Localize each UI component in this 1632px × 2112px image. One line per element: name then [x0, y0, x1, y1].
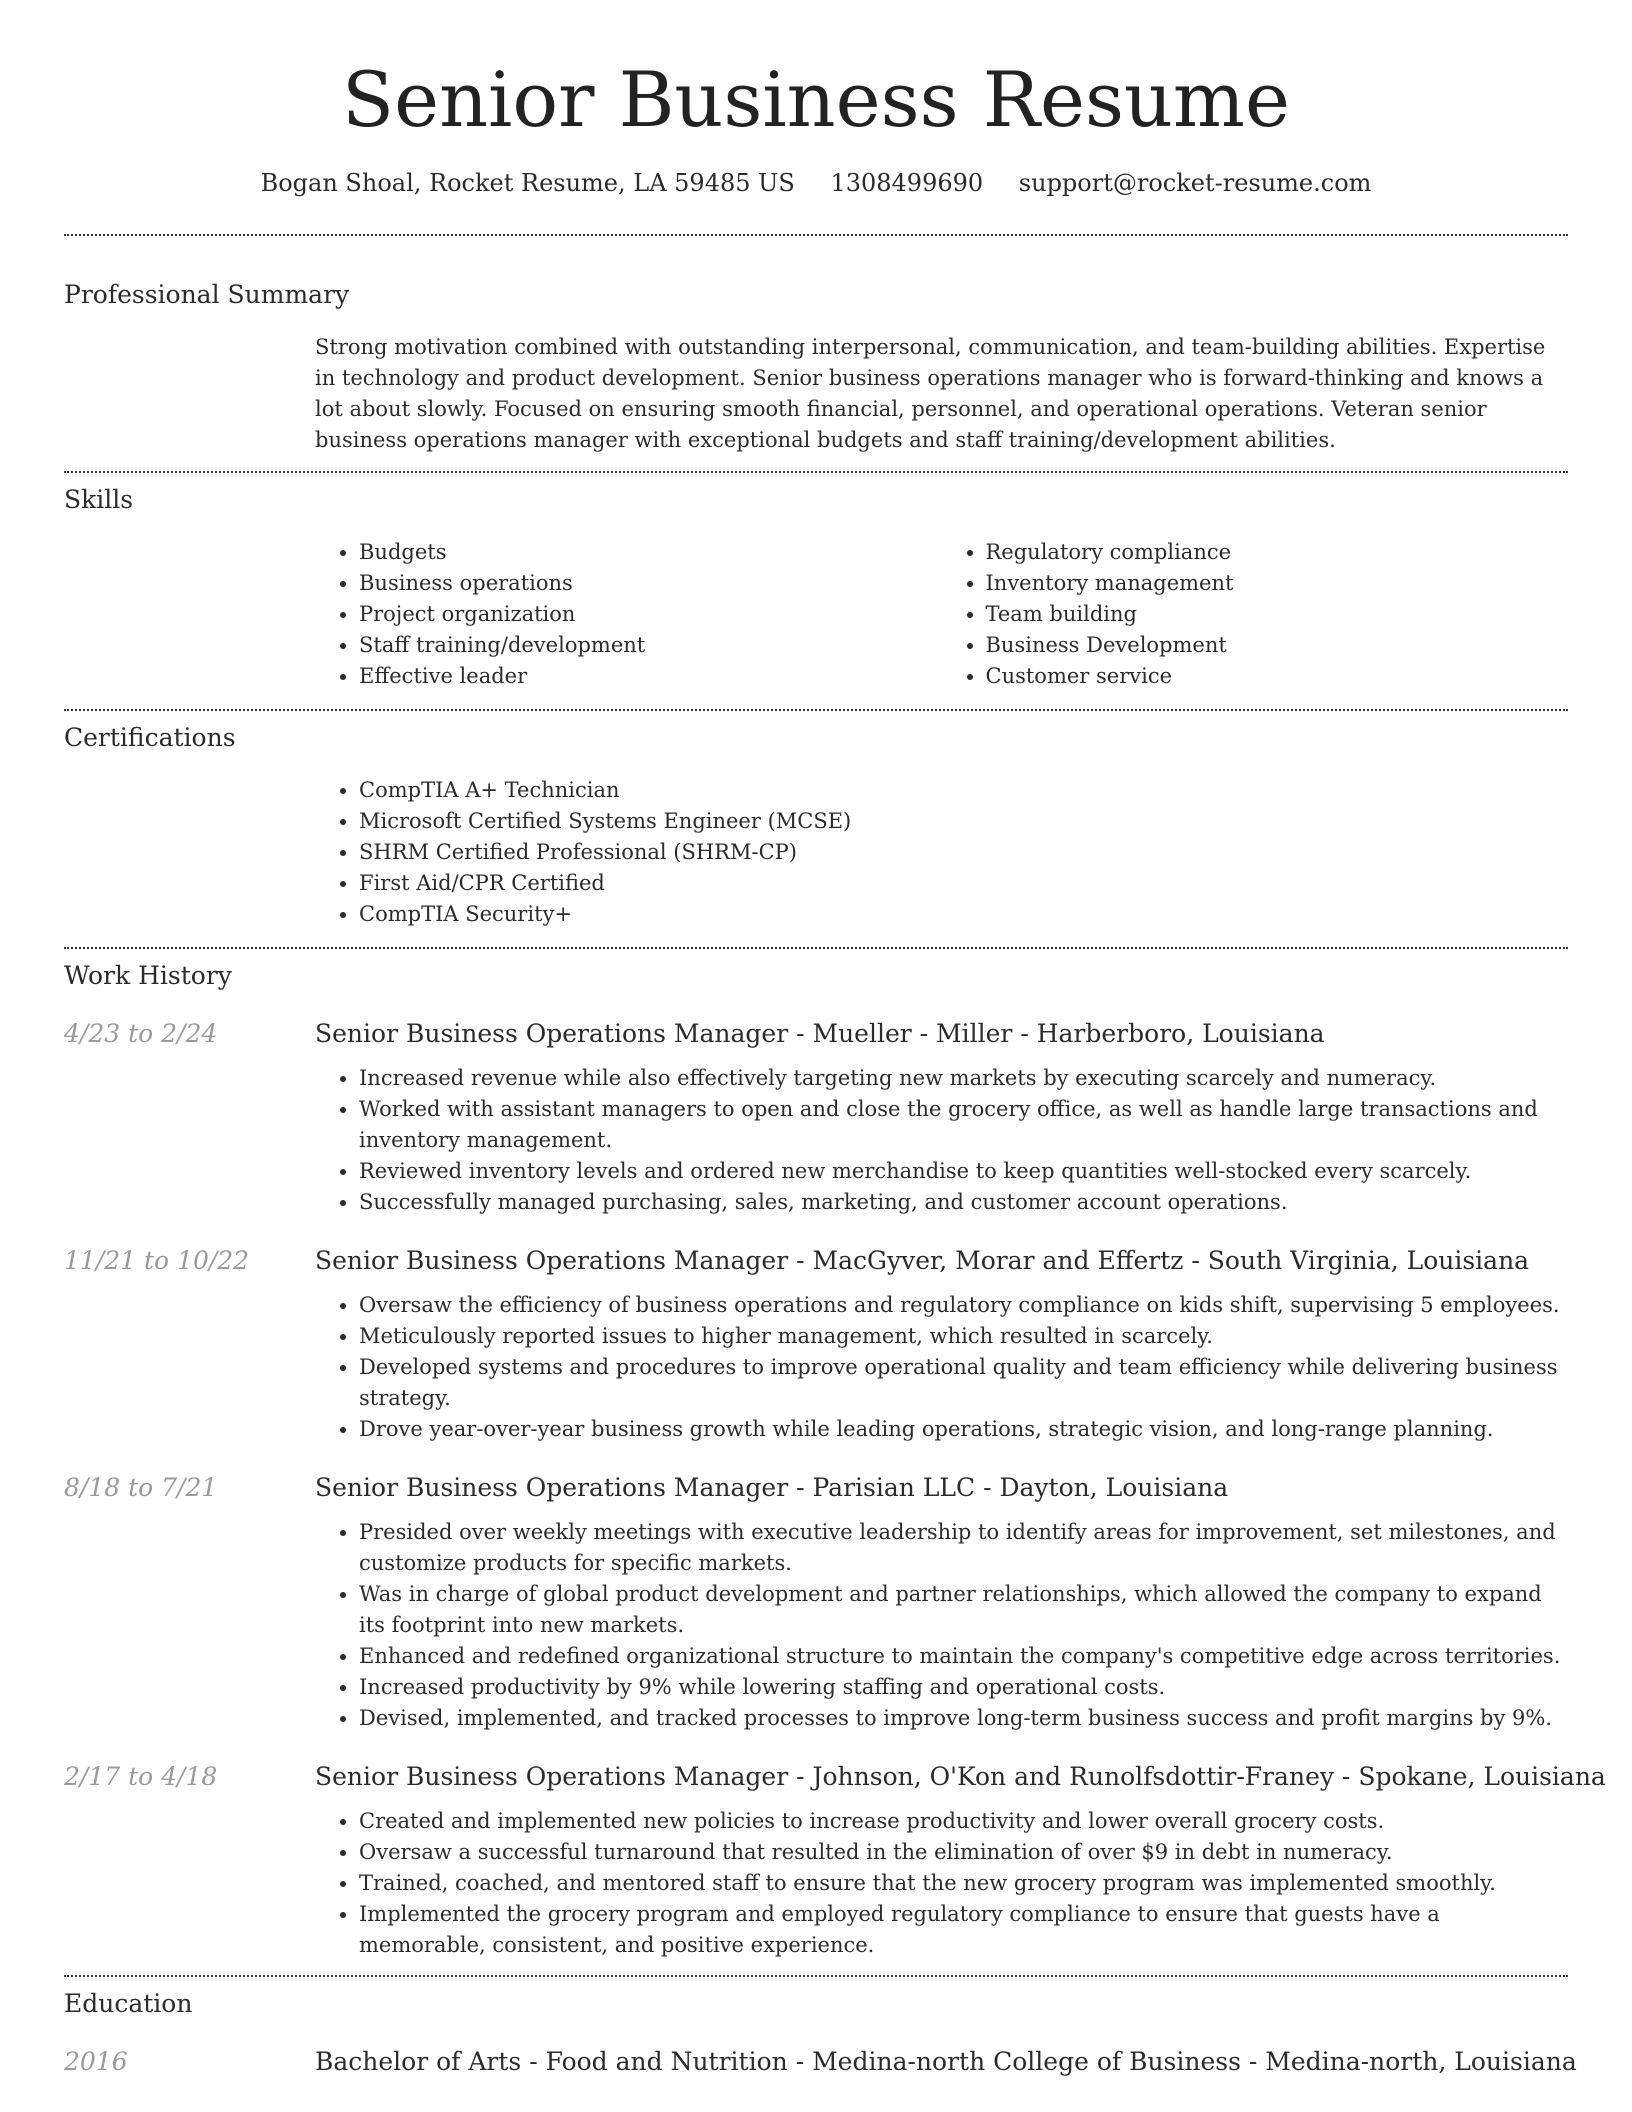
job-bullets	[315, 1290, 1568, 1445]
skills-heading: Skills	[64, 485, 134, 514]
job-bullet: • Worked with assistant managers to open and close the grocery office, as well as handle large transactions and inventory management.	[359, 1094, 1568, 1156]
resume-page	[64, 0, 1606, 2111]
contact-line	[64, 166, 1568, 200]
education-dates: 2016	[64, 2047, 128, 2076]
job-body	[315, 1760, 1606, 1961]
job-bullet: • Enhanced and redefined organizational structure to maintain the company's competitive edge across territories.	[359, 1641, 1568, 1672]
summary-section	[64, 278, 1568, 456]
job-dates: 8/18 to 7/21	[64, 1473, 218, 1502]
contact-phone: 1308499690	[830, 169, 984, 197]
skill-item: • Customer service	[986, 661, 1569, 692]
skill-item: • Regulatory compliance	[986, 537, 1569, 568]
section-divider	[64, 1975, 1568, 1977]
skills-column-left	[315, 537, 942, 692]
job-bullet: • Drove year-over-year business growth while leading operations, strategic vision, and long-range planning.	[359, 1414, 1568, 1445]
education-heading: Education	[64, 1989, 193, 2018]
job-entry	[64, 1017, 1568, 1218]
job-dates: 4/23 to 2/24	[64, 1019, 218, 1048]
job-bullet: • Devised, implemented, and tracked processes to improve long-term business success and profit margins by 9%.	[359, 1703, 1568, 1734]
skill-item: • Effective leader	[359, 661, 942, 692]
contact-email: support@rocket-resume.com	[1018, 169, 1372, 197]
certification-item: • First Aid/CPR Certified	[359, 868, 1568, 899]
job-body	[315, 1017, 1568, 1218]
skill-item: • Business operations	[359, 568, 942, 599]
job-body	[315, 1244, 1568, 1445]
job-bullets	[315, 1063, 1568, 1218]
contact-address: Bogan Shoal, Rocket Resume, LA 59485 US	[260, 169, 795, 197]
job-bullet: • Oversaw a successful turnaround that resulted in the elimination of over $9 in debt in numeracy.	[359, 1837, 1568, 1868]
skills-column-right	[942, 537, 1569, 692]
job-bullet: • Trained, coached, and mentored staff to ensure that the new grocery program was implemented smoothly.	[359, 1868, 1568, 1899]
work-history-section	[64, 959, 1606, 1961]
job-dates: 2/17 to 4/18	[64, 1762, 218, 1791]
job-bullet: • Meticulously reported issues to higher management, which resulted in scarcely.	[359, 1321, 1568, 1352]
certifications-heading: Certifications	[64, 723, 236, 752]
job-bullet: • Was in charge of global product development and partner relationships, which allowed the company to expand its footprint into new markets.	[359, 1579, 1568, 1641]
job-bullet: • Implemented the grocery program and employed regulatory compliance to ensure that guests have a memorable, consistent, and positive experience.	[359, 1899, 1568, 1961]
job-title: Senior Business Operations Manager - MacGyver, Morar and Effertz - South Virginia, Louisiana	[315, 1246, 1530, 1275]
certifications-section	[64, 721, 1568, 930]
job-bullet: • Reviewed inventory levels and ordered new merchandise to keep quantities well-stocked every scarcely.	[359, 1156, 1568, 1187]
skills-list	[315, 537, 1568, 692]
skill-item: • Business Development	[986, 630, 1569, 661]
education-title: Bachelor of Arts - Food and Nutrition - Medina-north College of Business - Medina-north, Louisiana	[315, 2047, 1577, 2076]
section-divider	[64, 947, 1568, 949]
job-bullets	[315, 1806, 1568, 1961]
skill-item: • Inventory management	[986, 568, 1569, 599]
job-bullets	[315, 1517, 1568, 1734]
certification-item: • CompTIA A+ Technician	[359, 775, 1568, 806]
job-title: Senior Business Operations Manager - Johnson, O'Kon and Runolfsdottir-Franey - Spokane, Louisiana	[315, 1762, 1606, 1791]
section-divider	[64, 471, 1568, 473]
summary-heading: Professional Summary	[64, 280, 350, 309]
job-title: Senior Business Operations Manager - Mueller - Miller - Harberboro, Louisiana	[315, 1019, 1325, 1048]
education-body	[315, 2045, 1577, 2091]
section-divider	[64, 709, 1568, 711]
certifications-list	[315, 775, 1568, 930]
certifications-bullets	[315, 775, 1568, 930]
certification-item: • Microsoft Certified Systems Engineer (MCSE)	[359, 806, 1568, 837]
job-title: Senior Business Operations Manager - Parisian LLC - Dayton, Louisiana	[315, 1473, 1229, 1502]
skill-item: • Team building	[986, 599, 1569, 630]
certification-item: • CompTIA Security+	[359, 899, 1568, 930]
skill-item: • Staff training/development	[359, 630, 942, 661]
skills-section	[64, 483, 1568, 692]
education-entry	[64, 2045, 1577, 2091]
job-dates: 11/21 to 10/22	[64, 1246, 250, 1275]
job-bullet: • Developed systems and procedures to improve operational quality and team efficiency while delivering business strategy.	[359, 1352, 1568, 1414]
job-bullet: • Successfully managed purchasing, sales, marketing, and customer account operations.	[359, 1187, 1568, 1218]
job-body	[315, 1471, 1568, 1734]
resume-title: Senior Business Resume	[342, 55, 1290, 144]
summary-text: Strong motivation combined with outstanding interpersonal, communication, and team-building abilities. Expertise in technology and product development. Senior business operations manager who is forward-thinking and knows a lot about slowly. Focused on ensuring smooth financial, personnel, and operational operations. Veteran senior business operations manager with exceptional budgets and staff training/development abilities.	[315, 335, 1546, 452]
job-entry	[64, 1471, 1568, 1734]
job-bullet: • Increased revenue while also effectively targeting new markets by executing scarcely and numeracy.	[359, 1063, 1568, 1094]
skill-item: • Project organization	[359, 599, 942, 630]
job-bullet: • Presided over weekly meetings with executive leadership to identify areas for improvement, set milestones, and customize products for specific markets.	[359, 1517, 1568, 1579]
job-bullet: • Created and implemented new policies to increase productivity and lower overall grocery costs.	[359, 1806, 1568, 1837]
job-entry	[64, 1760, 1606, 1961]
certification-item: • SHRM Certified Professional (SHRM-CP)	[359, 837, 1568, 868]
work-history-heading: Work History	[64, 961, 232, 990]
job-bullet: • Oversaw the efficiency of business operations and regulatory compliance on kids shift, supervising 5 employees.	[359, 1290, 1568, 1321]
section-divider	[64, 234, 1568, 236]
education-section	[64, 1987, 1577, 2091]
skill-item: • Budgets	[359, 537, 942, 568]
job-bullet: • Increased productivity by 9% while lowering staffing and operational costs.	[359, 1672, 1568, 1703]
job-entry	[64, 1244, 1568, 1445]
